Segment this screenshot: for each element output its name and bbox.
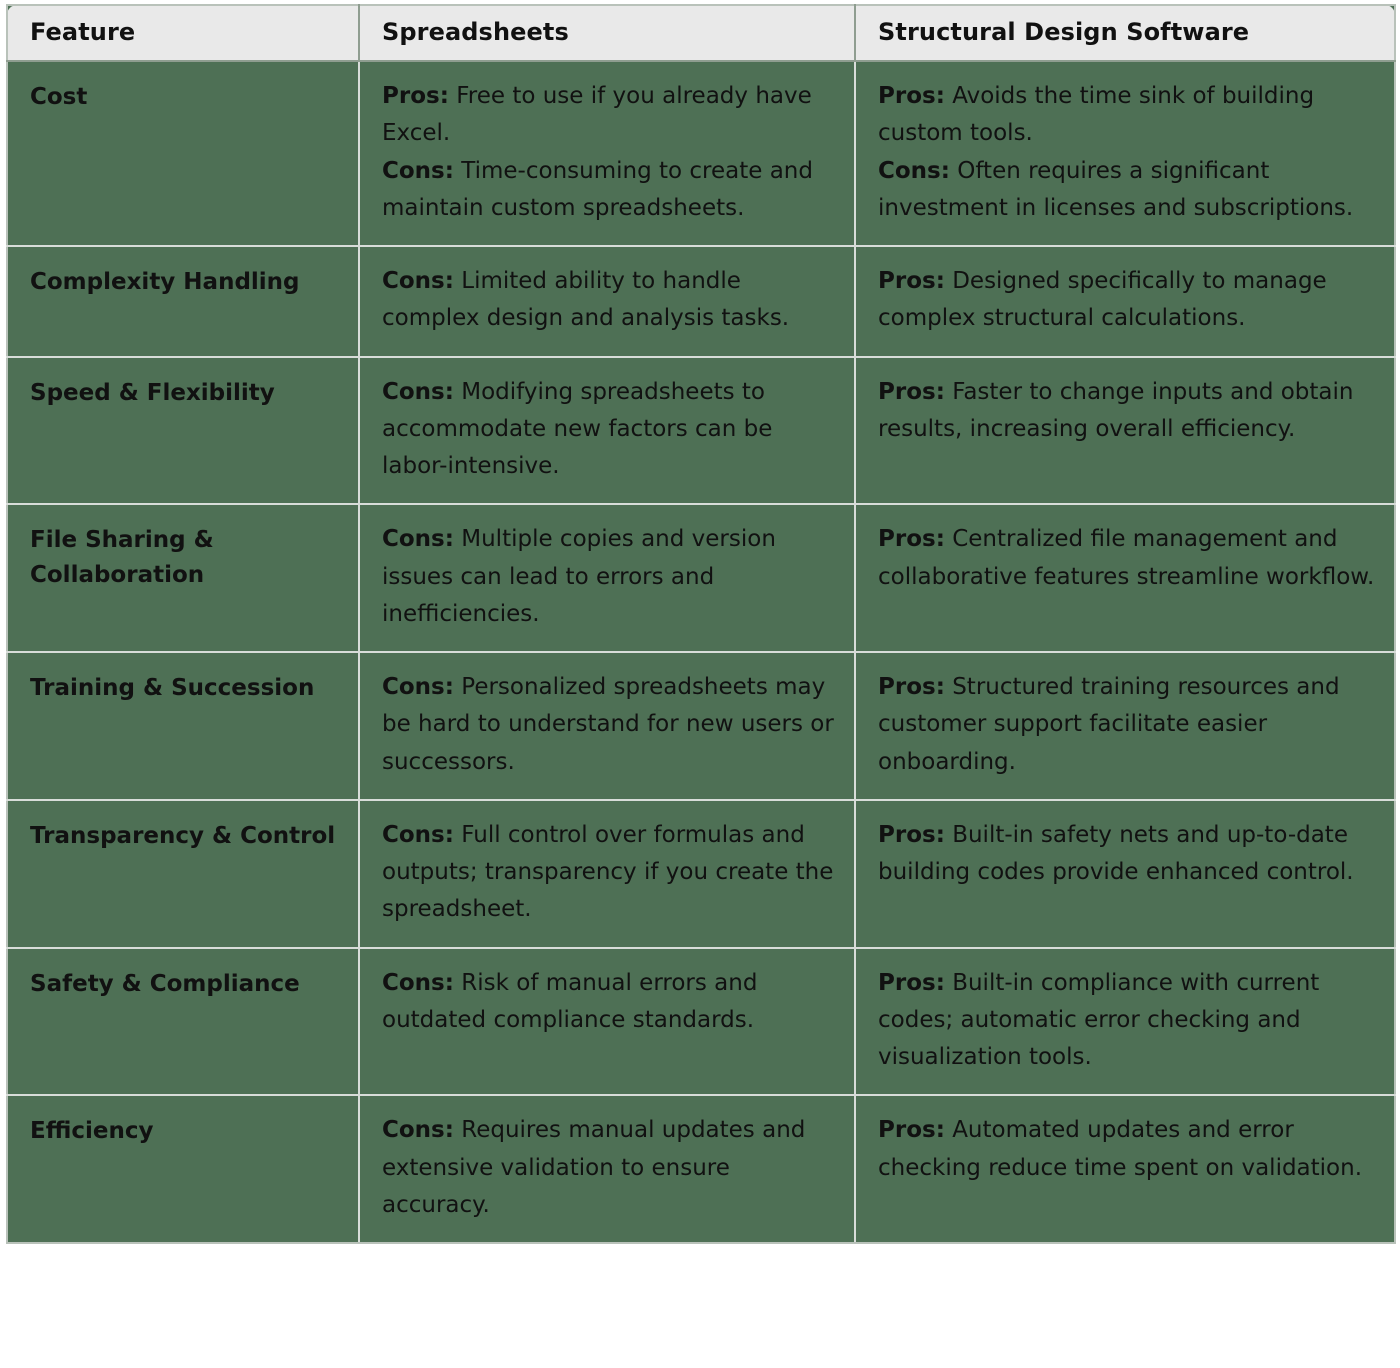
- entry-text: Requires manual updates and extensive validation to ensure accuracy.: [382, 1117, 806, 1218]
- spreadsheets-cell: [359, 948, 855, 1096]
- spreadsheets-cell: [359, 357, 855, 505]
- feature-label: Transparency & Control: [30, 822, 336, 849]
- feature-label: Efficiency: [30, 1118, 154, 1145]
- feature-label: File Sharing & Collaboration: [30, 527, 214, 588]
- prosncons-entry: [878, 965, 1376, 1077]
- entry-text: Full control over formulas and outputs; transparency if you create the spreadsheet.: [382, 821, 834, 923]
- spreadsheets-cell: [359, 652, 855, 800]
- entry-label: Cons:: [382, 157, 454, 184]
- table-row: [7, 61, 1395, 246]
- prosncons-entry: [382, 669, 836, 781]
- table-row: [7, 357, 1395, 505]
- prosncons-entry: [878, 521, 1376, 596]
- table-header: [7, 5, 1395, 61]
- table-row: [7, 1095, 1395, 1243]
- prosncons-entry: [382, 78, 836, 153]
- feature-cell: [7, 61, 359, 246]
- prosncons-entry: [382, 1112, 836, 1224]
- entry-text: Personalized spreadsheets may be hard to understand for new users or successors.: [382, 674, 834, 775]
- entry-label: Cons:: [878, 157, 950, 184]
- prosncons-entry: [382, 263, 836, 338]
- prosncons-entry: [878, 669, 1376, 781]
- feature-cell: [7, 246, 359, 357]
- table-row: [7, 504, 1395, 652]
- prosncons-entry: [878, 78, 1376, 153]
- feature-cell: [7, 504, 359, 652]
- spreadsheets-cell: [359, 800, 855, 948]
- entry-text: Risk of manual errors and outdated compliance standards.: [382, 969, 758, 1033]
- entry-text: Time-consuming to create and maintain custom spreadsheets.: [382, 157, 813, 221]
- software-cell: [855, 652, 1395, 800]
- entry-label: Pros:: [878, 268, 945, 294]
- feature-cell: [7, 948, 359, 1096]
- software-cell: [855, 948, 1395, 1096]
- entry-text: Multiple copies and version issues can lead to errors and inefficiencies.: [382, 526, 776, 627]
- prosncons-entry: [382, 817, 836, 929]
- entry-text: Often requires a significant investment in licenses and subscriptions.: [878, 157, 1354, 221]
- entry-text: Limited ability to handle complex design and analysis tasks.: [382, 268, 790, 332]
- prosncons-entry: [382, 965, 836, 1040]
- software-cell: [855, 800, 1395, 948]
- feature-cell: [7, 1095, 359, 1243]
- spreadsheets-cell: [359, 61, 855, 246]
- prosncons-entry: [878, 817, 1376, 892]
- software-cell: [855, 61, 1395, 246]
- feature-label: Complexity Handling: [30, 269, 300, 295]
- feature-label: Cost: [30, 84, 88, 110]
- prosncons-entry: [382, 521, 836, 633]
- software-cell: [855, 357, 1395, 505]
- entry-label: Pros:: [878, 674, 945, 700]
- entry-text: Free to use if you already have Excel.: [382, 83, 812, 147]
- entry-label: Pros:: [878, 83, 945, 109]
- entry-text: Avoids the time sink of building custom tools.: [878, 83, 1315, 147]
- prosncons-entry: [878, 374, 1376, 449]
- prosncons-entry: [382, 153, 836, 228]
- spreadsheets-cell: [359, 504, 855, 652]
- entry-text: Faster to change inputs and obtain results, increasing overall efficiency.: [878, 378, 1354, 442]
- spreadsheets-cell: [359, 246, 855, 357]
- feature-comparison-table: [6, 4, 1396, 1244]
- feature-cell: [7, 800, 359, 948]
- entry-text: Designed specifically to manage complex structural calculations.: [878, 268, 1327, 332]
- entry-label: Pros:: [878, 821, 945, 848]
- feature-label: Training & Succession: [30, 675, 315, 701]
- entry-label: Pros:: [878, 969, 945, 996]
- software-cell: [855, 246, 1395, 357]
- entry-text: Centralized file management and collaborative features streamline workflow.: [878, 526, 1375, 590]
- entry-label: Cons:: [382, 674, 454, 700]
- entry-text: Built-in compliance with current codes; automatic error checking and visualization tools.: [878, 969, 1320, 1070]
- spreadsheets-cell: [359, 1095, 855, 1243]
- feature-cell: [7, 652, 359, 800]
- feature-label: Speed & Flexibility: [30, 379, 275, 406]
- entry-label: Cons:: [382, 821, 454, 848]
- table-row: [7, 948, 1395, 1096]
- software-cell: [855, 504, 1395, 652]
- table-row: [7, 246, 1395, 357]
- table-row: [7, 652, 1395, 800]
- feature-cell: [7, 357, 359, 505]
- entry-text: Built-in safety nets and up-to-date building codes provide enhanced control.: [878, 821, 1354, 885]
- software-cell: [855, 1095, 1395, 1243]
- table-header-row: [7, 5, 1395, 61]
- column-header-structural-design-software: Structural Design Software: [855, 5, 1395, 61]
- entry-label: Pros:: [382, 83, 449, 109]
- entry-text: Automated updates and error checking reduce time spent on validation.: [878, 1117, 1363, 1181]
- table-row: [7, 800, 1395, 948]
- entry-label: Cons:: [382, 1117, 454, 1144]
- prosncons-entry: [382, 374, 836, 486]
- entry-label: Pros:: [878, 526, 945, 553]
- prosncons-entry: [878, 1112, 1376, 1187]
- entry-label: Pros:: [878, 1117, 945, 1144]
- entry-label: Cons:: [382, 268, 454, 294]
- prosncons-entry: [878, 153, 1376, 228]
- entry-label: Cons:: [382, 378, 454, 405]
- table-body: [7, 61, 1395, 1243]
- entry-text: Structured training resources and customer support facilitate easier onboarding.: [878, 674, 1340, 775]
- entry-text: Modifying spreadsheets to accommodate new factors can be labor-intensive.: [382, 378, 773, 479]
- entry-label: Pros:: [878, 378, 945, 405]
- prosncons-entry: [878, 263, 1376, 338]
- entry-label: Cons:: [382, 526, 454, 553]
- column-header-spreadsheets: Spreadsheets: [359, 5, 855, 61]
- entry-label: Cons:: [382, 969, 454, 996]
- column-header-feature: Feature: [7, 5, 359, 61]
- feature-label: Safety & Compliance: [30, 970, 300, 997]
